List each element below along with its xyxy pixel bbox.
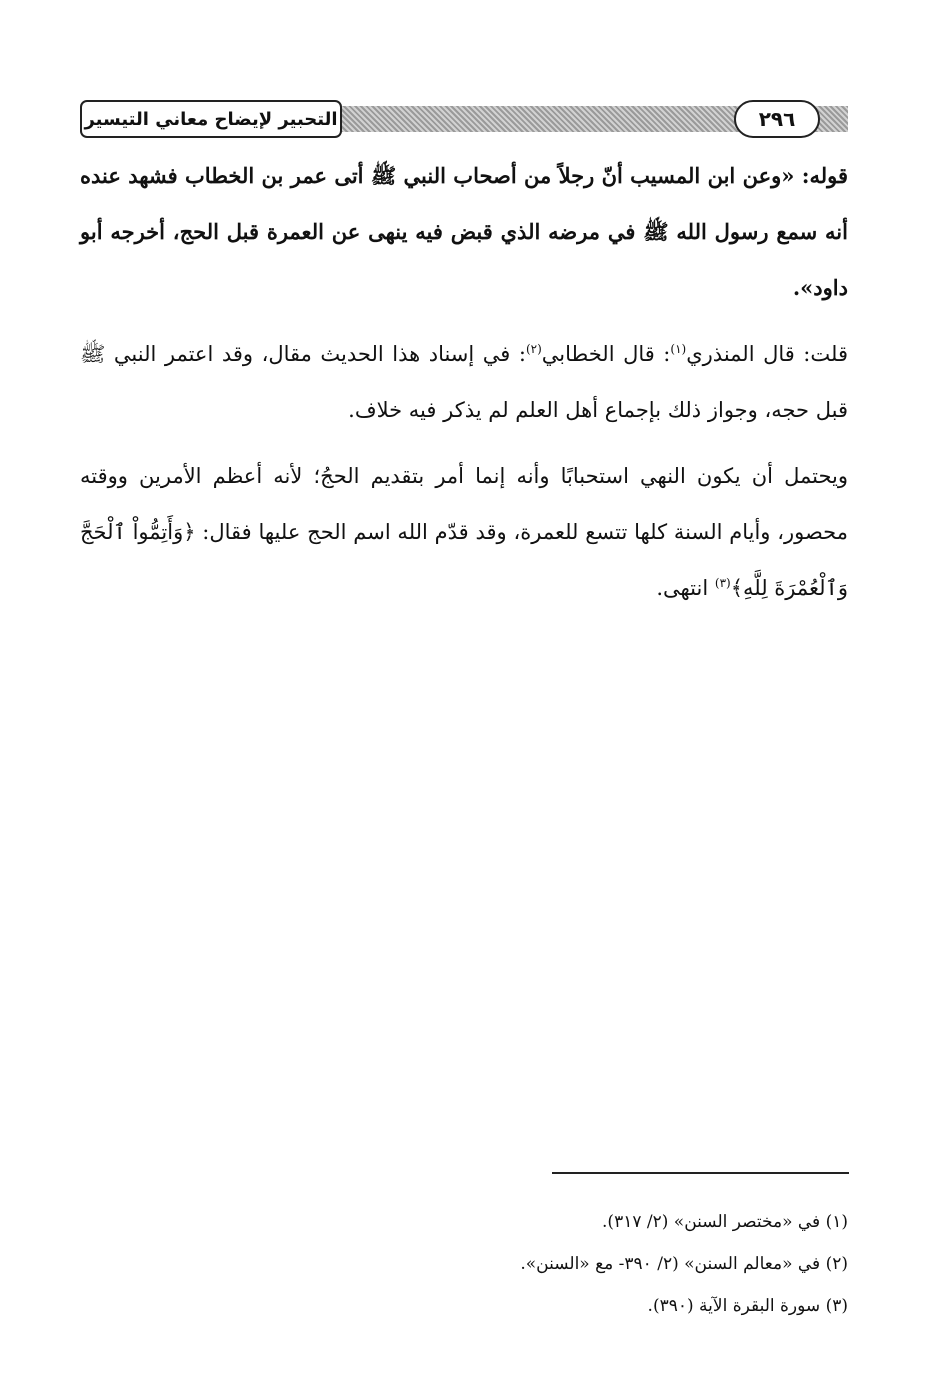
- paragraph-commentary-part-2: : قال الخطابي: [541, 342, 671, 366]
- footnote-1: (١) في «مختصر السنن» (٢/ ٣١٧).: [602, 1212, 848, 1232]
- paragraph-interpretation-part-1: ويحتمل أن يكون النهي استحبابًا وأنه إنما أمر بتقديم الحجُ؛ لأنه أعظم الأمرين ووقته محصور، وأيام السنة كلها تتسع للعمرة، وقد قدّم الله اسم الحج عليها فقال: ﴿وَأَتِمُّواْ ٱلْحَجَّ وَٱلْعُمْرَةَ لِلَّهِ﴾: [80, 464, 848, 600]
- footnote-separator: [552, 1172, 849, 1174]
- page-header: [80, 100, 848, 140]
- paragraph-interpretation: [80, 448, 848, 616]
- main-text: [80, 148, 848, 616]
- page-number-text: ٢٩٦: [758, 107, 796, 131]
- footnote-ref-3: (٣): [714, 576, 731, 590]
- paragraph-interpretation-part-2: انتهى.: [656, 576, 715, 600]
- footnote-ref-2: (٢): [525, 342, 542, 356]
- paragraph-hadith-text: قوله: «وعن ابن المسيب أنّ رجلاً من أصحاب النبي ﷺ أتى عمر بن الخطاب فشهد عنده أنه سمع رسول الله ﷺ في مرضه الذي قبض فيه ينهى عن العمرة قبل الحج، أخرجه أبو داود».: [80, 163, 848, 300]
- running-title: [80, 100, 342, 138]
- paragraph-commentary: [80, 326, 848, 438]
- paragraph-hadith: [80, 148, 848, 316]
- footnote-3: (٣) سورة البقرة الآية (٣٩٠).: [647, 1296, 848, 1316]
- paragraph-commentary-part-1: قلت: قال المنذري: [686, 342, 848, 366]
- running-title-text: التحبير لإيضاح معاني التيسير: [84, 108, 338, 130]
- footnote-2: (٢) في «معالم السنن» (٢/ ٣٩٠- مع «السنن».: [520, 1254, 848, 1274]
- page-number: [734, 100, 820, 138]
- paragraph-commentary-part-3: : في إسناد هذا الحديث مقال، وقد اعتمر النبي ﷺ قبل حجه، وجواز ذلك بإجماع أهل العلم لم يذكر فيه خلاف.: [80, 342, 848, 422]
- footnote-ref-1: (١): [670, 342, 687, 356]
- footnotes: [380, 1204, 848, 1330]
